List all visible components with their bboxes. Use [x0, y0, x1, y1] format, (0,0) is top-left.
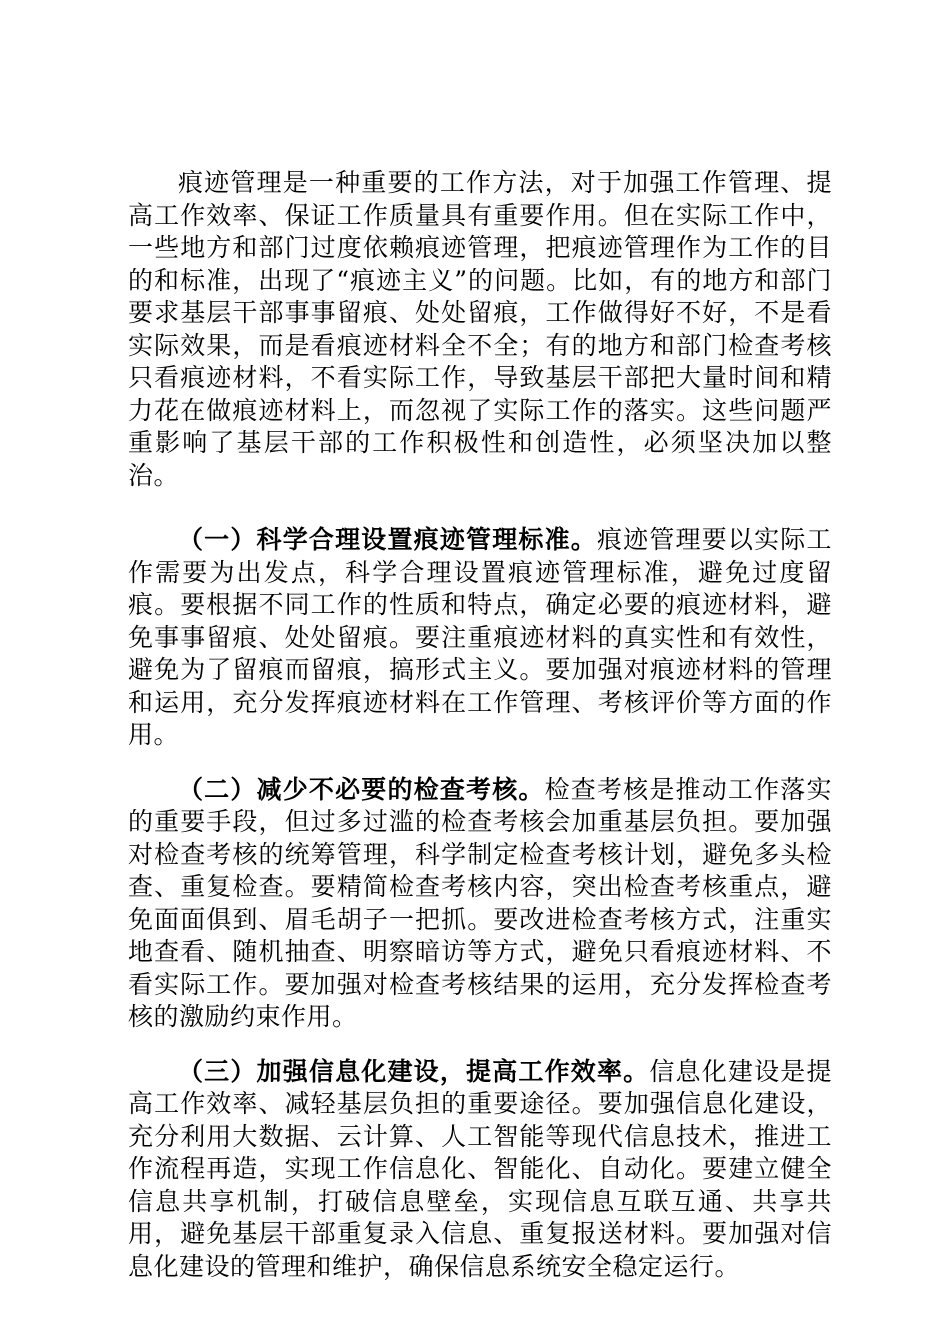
section-2-paragraph [128, 774, 832, 1034]
document-body [128, 167, 832, 1305]
section-1-heading: （一）科学合理设置痕迹管理标准。 [178, 525, 597, 554]
section-3-text: 信息化建设是提高工作效率、减轻基层负担的重要途径。要加强信息化建设，充分利用大数据、云计算、人工智能等现代信息技术，推进工作流程再造，实现工作信息化、智能化、自动化。要建立健全信息共享机制，打破信息壁垒，实现信息互联互通、共享共用，避免基层干部重复录入信息、重复报送材料。要加强对信息化建设的管理和维护，确保信息系统安全稳定运行。 [128, 1056, 832, 1281]
section-2-heading: （二）减少不必要的检查考核。 [178, 774, 545, 804]
section-3-heading: （三）加强信息化建设，提高工作效率。 [178, 1056, 650, 1086]
section-3-paragraph [128, 1056, 832, 1284]
intro-paragraph: 痕迹管理是一种重要的工作方法，对于加强工作管理、提高工作效率、保证工作质量具有重要作用。但在实际工作中，一些地方和部门过度依赖痕迹管理，把痕迹管理作为工作的目的和标准，出现了“痕迹主义”的问题。比如，有的地方和部门要求基层干部事事留痕、处处留痕，工作做得好不好，不是看实际效果，而是看痕迹材料全不全；有的地方和部门检查考核只看痕迹材料，不看实际工作，导致基层干部把大量时间和精力花在做痕迹材料上，而忽视了实际工作的落实。这些问题严重影响了基层干部的工作积极性和创造性，必须坚决加以整治。 [128, 168, 832, 490]
section-1-text: 痕迹管理要以实际工作需要为出发点，科学合理设置痕迹管理标准，避免过度留痕。要根据不同工作的性质和特点，确定必要的痕迹材料，避免事事留痕、处处留痕。要注重痕迹材料的真实性和有效性，避免为了留痕而留痕，搞形式主义。要加强对痕迹材料的管理和运用，充分发挥痕迹材料在工作管理、考核评价等方面的作用。 [128, 525, 832, 749]
section-1-paragraph [128, 524, 832, 752]
section-2-text: 检查考核是推动工作落实的重要手段，但过多过滥的检查考核会加重基层负担。要加强对检查考核的统筹管理，科学制定检查考核计划，避免多头检查、重复检查。要精简检查考核内容，突出检查考核重点，避免面面俱到、眉毛胡子一把抓。要改进检查考核方式，注重实地查看、随机抽查、明察暗访等方式，避免只看痕迹材料、不看实际工作。要加强对检查考核结果的运用，充分发挥检查考核的激励约束作用。 [128, 774, 832, 1031]
